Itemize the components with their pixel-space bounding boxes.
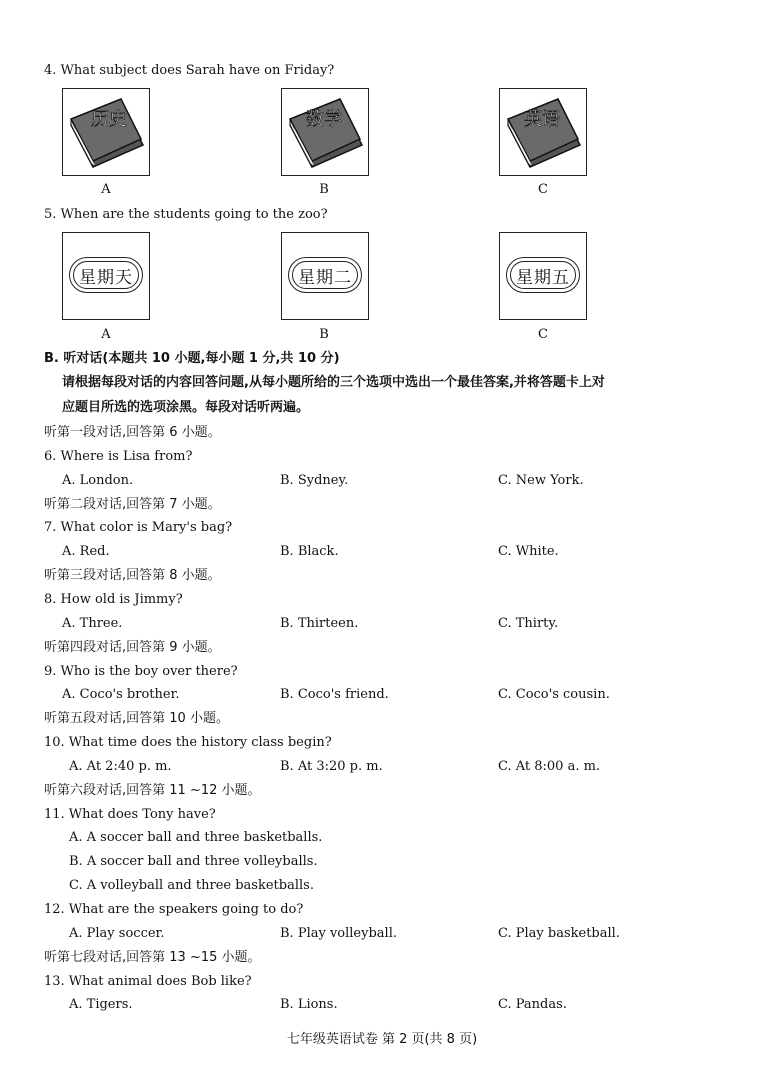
instruction-line: 请根据每段对话的内容回答问题,从每小题所给的三个选项中选出一个最佳答案,并将答题卡上对 xyxy=(62,375,605,390)
option-a-label: A xyxy=(101,182,111,197)
question-text: 11. What does Tony have? xyxy=(44,807,216,822)
option-a-label: A xyxy=(101,327,111,342)
option-line: C. A volleyball and three basketballs. xyxy=(69,878,314,893)
option-a: A. Coco's brother. xyxy=(62,687,180,702)
option-c: C. White. xyxy=(498,544,559,559)
dialogue-instruction: 听第二段对话,回答第 7 小题。 xyxy=(44,497,221,512)
option-a: A. Three. xyxy=(62,616,123,631)
question-text: 12. What are the speakers going to do? xyxy=(44,902,304,917)
book-title: 数学 xyxy=(306,109,342,130)
question-text: 8. How old is Jimmy? xyxy=(44,592,183,607)
question-5: 5. When are the students going to the zoo? xyxy=(44,207,328,222)
dialogue-instruction: 听第五段对话,回答第 10 小题。 xyxy=(44,711,229,726)
option-c: C. New York. xyxy=(498,473,584,488)
option-b: B. At 3:20 p. m. xyxy=(280,759,383,774)
option-c-image xyxy=(499,232,587,320)
option-c: C. Pandas. xyxy=(498,997,567,1012)
option-line: B. A soccer ball and three volleyballs. xyxy=(69,854,318,869)
day-text: 星期二 xyxy=(292,261,358,289)
option-c-label: C xyxy=(538,327,548,342)
dialogue-instruction: 听第一段对话,回答第 6 小题。 xyxy=(44,425,221,440)
question-4: 4. What subject does Sarah have on Friday? xyxy=(44,63,335,78)
question-text: 10. What time does the history class begin? xyxy=(44,735,332,750)
option-b: B. Black. xyxy=(280,544,339,559)
instruction-line: 应题目所选的选项涂黑。每段对话听两遍。 xyxy=(62,400,310,415)
book-title: 英语 xyxy=(524,109,560,130)
option-a: A. Play soccer. xyxy=(69,926,165,941)
question-text: 13. What animal does Bob like? xyxy=(44,974,252,989)
option-c: C. Coco's cousin. xyxy=(498,687,610,702)
section-b-heading: B. 听对话(本题共 10 小题,每小题 1 分,共 10 分) xyxy=(44,351,340,366)
option-b-label: B xyxy=(319,327,329,342)
option-b: B. Play volleyball. xyxy=(280,926,397,941)
option-a: A. Tigers. xyxy=(69,997,133,1012)
option-a-image xyxy=(62,232,150,320)
day-badge xyxy=(288,257,362,293)
option-line: A. A soccer ball and three basketballs. xyxy=(69,830,323,845)
day-text: 星期五 xyxy=(510,261,576,289)
option-c-label: C xyxy=(538,182,548,197)
option-c-image xyxy=(499,88,587,176)
option-a: A. Red. xyxy=(62,544,110,559)
question-text: 6. Where is Lisa from? xyxy=(44,449,193,464)
section-b-instructions xyxy=(62,370,732,420)
page-footer: 七年级英语试卷 第 2 页(共 8 页) xyxy=(286,1032,478,1047)
option-b-image xyxy=(281,88,369,176)
book-icon xyxy=(63,89,149,175)
day-text: 星期天 xyxy=(73,261,139,289)
book-icon xyxy=(282,89,368,175)
option-c: C. At 8:00 a. m. xyxy=(498,759,601,774)
dialogue-instruction: 听第三段对话,回答第 8 小题。 xyxy=(44,568,221,583)
dialogue-instruction: 听第七段对话,回答第 13 ~15 小题。 xyxy=(44,950,261,965)
question-text: 7. What color is Mary's bag? xyxy=(44,520,233,535)
option-c: C. Thirty. xyxy=(498,616,559,631)
option-b-label: B xyxy=(319,182,329,197)
option-b-image xyxy=(281,232,369,320)
option-c: C. Play basketball. xyxy=(498,926,620,941)
option-b: B. Sydney. xyxy=(280,473,349,488)
option-a: A. London. xyxy=(62,473,134,488)
option-a: A. At 2:40 p. m. xyxy=(69,759,172,774)
option-b: B. Thirteen. xyxy=(280,616,359,631)
day-badge xyxy=(69,257,143,293)
day-badge xyxy=(506,257,580,293)
option-a-image xyxy=(62,88,150,176)
book-title: 历史 xyxy=(91,109,127,130)
question-text: 9. Who is the boy over there? xyxy=(44,664,238,679)
option-b: B. Lions. xyxy=(280,997,338,1012)
dialogue-instruction: 听第六段对话,回答第 11 ~12 小题。 xyxy=(44,783,261,798)
book-icon xyxy=(500,89,586,175)
option-b: B. Coco's friend. xyxy=(280,687,389,702)
dialogue-instruction: 听第四段对话,回答第 9 小题。 xyxy=(44,640,221,655)
